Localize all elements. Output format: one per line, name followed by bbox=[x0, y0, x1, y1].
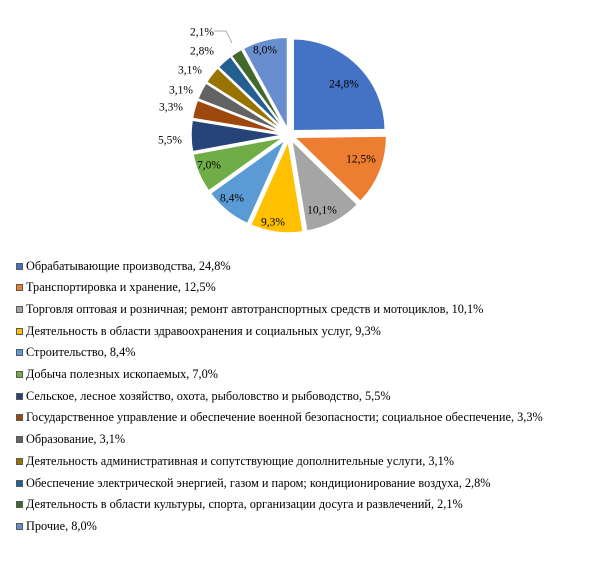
legend-swatch bbox=[16, 501, 23, 508]
legend-swatch bbox=[16, 284, 23, 291]
slice-value-label: 8,0% bbox=[253, 44, 277, 57]
legend-item bbox=[16, 345, 135, 361]
legend-label: Деятельность в области культуры, спорта, организации досуга и развлечений, 2,1% bbox=[26, 497, 463, 512]
legend-label: Обрабатывающие производства, 24,8% bbox=[26, 258, 231, 273]
legend-swatch bbox=[16, 480, 23, 487]
slice-value-label: 3,1% bbox=[169, 84, 193, 97]
legend-item bbox=[16, 453, 454, 469]
legend-swatch bbox=[16, 414, 23, 421]
legend-swatch bbox=[16, 436, 23, 443]
legend-item bbox=[16, 475, 491, 491]
legend-label: Транспортировка и хранение, 12,5% bbox=[26, 280, 216, 295]
legend-swatch bbox=[16, 263, 23, 270]
legend-item bbox=[16, 410, 543, 426]
legend-item bbox=[16, 323, 381, 339]
slice-value-label: 7,0% bbox=[197, 159, 221, 172]
slice-value-label: 3,1% bbox=[178, 64, 202, 77]
legend-item bbox=[16, 301, 483, 317]
slice-value-label: 12,5% bbox=[346, 153, 376, 166]
legend-swatch bbox=[16, 458, 23, 465]
legend-label: Сельское, лесное хозяйство, охота, рыболовство и рыбоводство, 5,5% bbox=[26, 388, 391, 403]
slice-value-label: 9,3% bbox=[261, 216, 285, 229]
legend-item bbox=[16, 367, 218, 383]
slice-value-label: 3,3% bbox=[159, 101, 183, 114]
legend-swatch bbox=[16, 371, 23, 378]
slice-value-label: 10,1% bbox=[307, 204, 337, 217]
slice-value-label: 2,1% bbox=[190, 26, 214, 39]
legend-swatch bbox=[16, 328, 23, 335]
legend-label: Торговля оптовая и розничная; ремонт автотранспортных средств и мотоциклов, 10,1% bbox=[26, 301, 484, 316]
legend-label: Государственное управление и обеспечение военной безопасности; социальное обеспечение, 3,3% bbox=[26, 410, 543, 425]
pie-chart-svg bbox=[0, 0, 600, 250]
legend-swatch bbox=[16, 349, 23, 356]
legend-label: Прочие, 8,0% bbox=[26, 518, 97, 533]
legend-item bbox=[16, 432, 125, 448]
legend-label: Строительство, 8,4% bbox=[26, 345, 136, 360]
legend-item bbox=[16, 280, 216, 296]
slice-value-label: 8,4% bbox=[220, 192, 244, 205]
legend-label: Деятельность административная и сопутствующие дополнительные услуги, 3,1% bbox=[26, 453, 454, 468]
slice-value-label: 24,8% bbox=[329, 78, 359, 91]
legend-swatch bbox=[16, 306, 23, 313]
pie-chart bbox=[0, 0, 600, 250]
legend-swatch bbox=[16, 523, 23, 530]
leader-line bbox=[214, 31, 232, 43]
slice-value-label: 5,5% bbox=[158, 134, 182, 147]
legend-label: Обеспечение электрической энергией, газом и паром; кондиционирование воздуха, 2,8% bbox=[26, 475, 491, 490]
legend-item bbox=[16, 388, 391, 404]
legend-label: Добыча полезных ископаемых, 7,0% bbox=[26, 367, 218, 381]
legend-item bbox=[16, 518, 97, 534]
legend-label: Образование, 3,1% bbox=[26, 432, 126, 447]
slice-value-label: 2,8% bbox=[190, 45, 214, 58]
legend-item bbox=[16, 497, 463, 513]
legend-label: Деятельность в области здравоохранения и социальных услуг, 9,3% bbox=[26, 323, 381, 338]
legend-swatch bbox=[16, 393, 23, 400]
legend-item bbox=[16, 258, 231, 274]
